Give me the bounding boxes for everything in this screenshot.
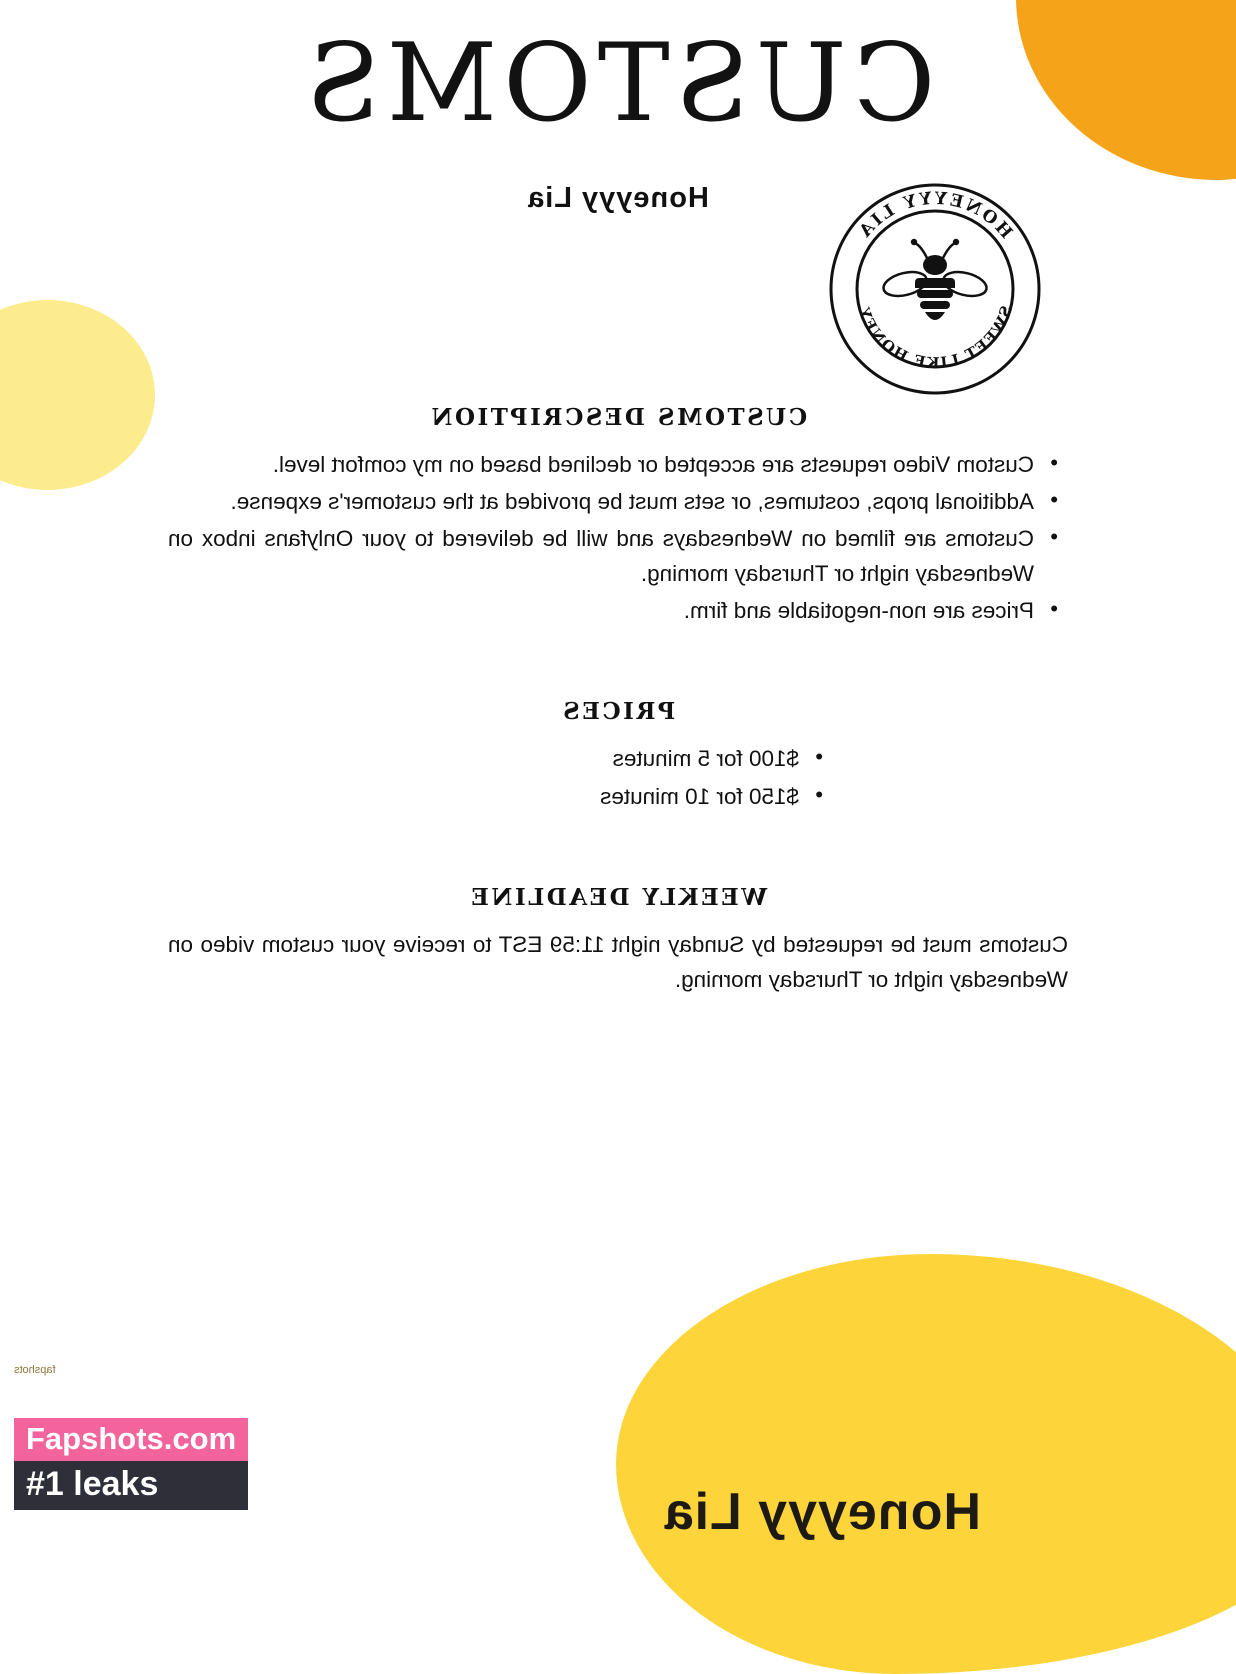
list-item: • Customs are filmed on Wednesdays and will be delivered to your Onlyfans inbox on Wednesday night or Thursday morning. — [168, 521, 1068, 591]
list-item: • Custom Video requests are accepted or declined based on my comfort level. — [168, 447, 1068, 482]
list-item: • $150 for 10 minutes — [403, 779, 833, 814]
section-heading-prices: PRICES — [560, 698, 676, 726]
section-heading-customs-description: CUSTOMS DESCRIPTION — [428, 404, 808, 431]
bee-icon — [881, 239, 989, 320]
watermark — [14, 1418, 248, 1510]
decorative-blob-yellow-bottom-left — [616, 1254, 1236, 1674]
page-title: CUSTOMS — [300, 21, 936, 146]
document-content — [168, 404, 1068, 997]
prices-list — [403, 741, 833, 813]
watermark-tagline: #1 leaks — [14, 1461, 248, 1510]
brand-logo — [824, 178, 1046, 400]
list-item: • Prices are non-negotiable and firm. — [168, 593, 1068, 628]
weekly-deadline-paragraph: Customs must be requested by Sunday night 11:59 EST to receive your custom video on Wednesday night or Thursday morning. — [168, 931, 1068, 992]
watermark-tiny-label: fapshots — [14, 1364, 56, 1376]
watermark-site-label: Fapshots.com — [14, 1418, 248, 1461]
decorative-blob-yellow-top-right — [0, 300, 155, 490]
list-item: • Additional props, costumes, or sets must be provided at the customer's expense. — [168, 484, 1068, 519]
bottom-brand-text: Honeyyy Lia — [663, 1483, 981, 1541]
section-heading-weekly-deadline: WEEKLY DEADLINE — [468, 883, 768, 911]
svg-text:SWEET LIKE HONEY: SWEET LIKE HONEY — [854, 303, 1016, 373]
customs-description-list — [168, 447, 1068, 628]
page-subtitle: Honeyyy Lia — [527, 182, 709, 214]
list-item: • $100 for 5 minutes — [403, 741, 833, 776]
svg-text:HONEYYY LIA: HONEYYY LIA — [853, 188, 1017, 244]
